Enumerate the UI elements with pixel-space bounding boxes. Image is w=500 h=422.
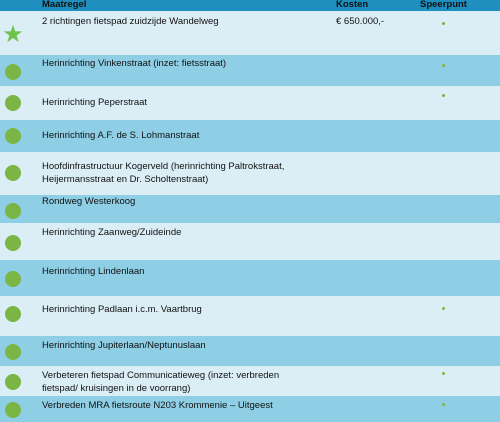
measure-text [42,400,332,413]
measure-line: Herinrichting A.F. de S. Lohmanstraat [42,130,200,141]
measure-line: Herinrichting Lindenlaan [42,266,145,277]
measure-line: fietspad/ kruisingen in de voorrang) [42,382,191,394]
table-row [0,86,500,120]
circle-icon [5,235,21,251]
circle-icon [5,64,21,80]
table-row [0,11,500,55]
priority-dot-icon [442,94,445,97]
table-row [0,336,500,366]
cost-value: € 650.000,- [336,16,385,27]
priority-dot-icon [442,22,445,25]
measure-text [42,196,332,209]
table-row [0,223,500,260]
circle-icon [5,306,21,322]
measure-line: Verbreden MRA fietsroute N203 Krommenie – Uitgeest [42,400,273,411]
circle-icon [5,165,21,181]
priority-dot-icon [442,307,445,310]
measure-text [42,370,332,395]
table-row [0,55,500,86]
table-row [0,152,500,195]
priority-dot-icon [442,403,445,406]
measure-text [42,266,332,279]
measure-line: Heijermansstraat en Dr. Scholtenstraat) [42,173,209,185]
measure-text [42,227,332,240]
table-row [0,260,500,296]
circle-icon [5,271,21,287]
table-row [0,120,500,152]
priority-dot-icon [442,372,445,375]
table-row [0,195,500,223]
measure-line: Herinrichting Vinkenstraat (inzet: fietsstraat) [42,58,227,69]
measure-text [42,130,332,143]
circle-icon [5,402,21,418]
measure-line: Herinrichting Jupiterlaan/Neptunuslaan [42,340,206,351]
star-icon: ★ [2,20,24,48]
table-row [0,396,500,422]
header-priority: Speerpunt [420,0,467,10]
circle-icon [5,95,21,111]
measure-text [42,304,332,317]
circle-icon [5,374,21,390]
circle-icon [5,203,21,219]
measure-text [42,161,332,186]
table-header [0,0,500,11]
measure-line: Rondweg Westerkoog [42,196,136,207]
header-cost: Kosten [336,0,369,10]
measure-text [42,340,332,353]
measure-line: Verbeteren fietspad Communicatieweg (inzet: verbreden [42,370,280,381]
measure-line: Hoofdinfrastructuur Kogerveld (herinrichting Paltrokstraat, [42,161,285,172]
priority-dot-icon [442,64,445,67]
table-row [0,296,500,336]
measure-line: 2 richtingen fietspad zuidzijde Wandelweg [42,16,219,27]
measure-text [42,16,332,29]
measure-text [42,97,332,110]
measure-line: Herinrichting Peperstraat [42,97,148,108]
header-measure: Maatregel [42,0,87,10]
circle-icon [5,128,21,144]
measure-line: Herinrichting Zaanweg/Zuideinde [42,227,182,238]
circle-icon [5,344,21,360]
measure-text [42,58,332,71]
table-row [0,366,500,396]
measure-line: Herinrichting Padlaan i.c.m. Vaartbrug [42,304,202,315]
